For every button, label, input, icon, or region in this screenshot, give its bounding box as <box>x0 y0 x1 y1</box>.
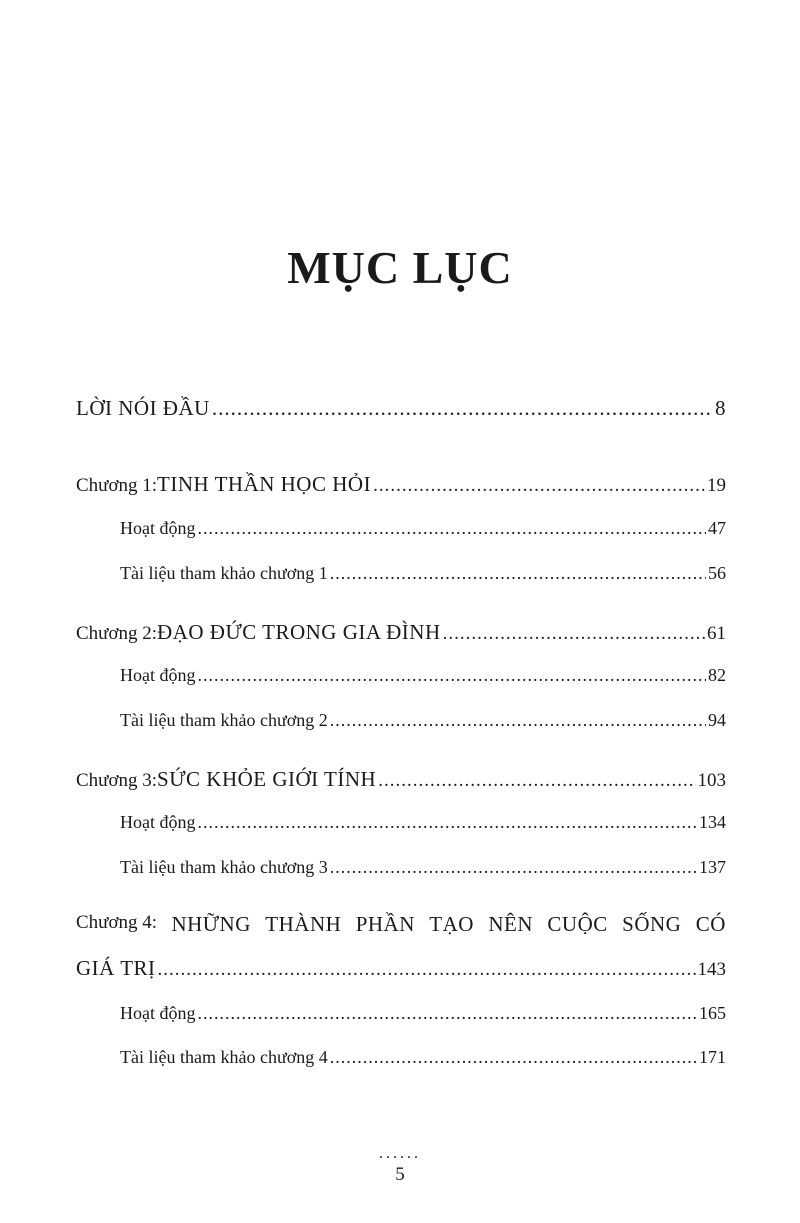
toc-entry-page: 137 <box>699 857 726 877</box>
chapter-title-word: NÊN <box>488 912 533 936</box>
toc-entry-label: Hoạt động <box>120 518 196 538</box>
chapter-title-word: THÀNH <box>265 912 342 936</box>
toc-entry-label: Tài liệu tham khảo chương 1 <box>120 563 328 583</box>
chapter-title-continued: GIÁ TRỊ <box>76 956 156 980</box>
toc-entry-label: Tài liệu tham khảo chương 2 <box>120 710 328 730</box>
chapter-prefix: Chương 1: <box>76 475 158 496</box>
page-title: MỤC LỤC <box>287 242 513 293</box>
toc-entry-page: 94 <box>708 710 726 730</box>
dot-leader <box>330 710 706 731</box>
toc-entry-chapter-3[interactable] <box>76 767 726 792</box>
toc-entry-chapter-4-references[interactable] <box>120 1047 726 1068</box>
toc-entry-chapter-4-line-1[interactable] <box>76 912 726 937</box>
chapter-prefix: Chương 2: <box>76 623 158 644</box>
toc-entry-page: 134 <box>699 812 726 832</box>
toc-entry-chapter-2-references[interactable] <box>120 710 726 731</box>
toc-entry-chapter-1-references[interactable] <box>120 563 726 584</box>
toc-entry-chapter-3-activity[interactable] <box>120 812 726 833</box>
toc-entry-page: 103 <box>697 770 726 791</box>
dot-leader <box>198 1003 698 1024</box>
toc-entry-chapter-2-activity[interactable] <box>120 665 726 686</box>
toc-entry-page: 171 <box>699 1047 726 1067</box>
toc-entry-chapter-2[interactable] <box>76 620 726 645</box>
page-number: 5 <box>395 1164 405 1185</box>
toc-entry-chapter-1[interactable] <box>76 472 726 497</box>
chapter-title: ĐẠO ĐỨC TRONG GIA ĐÌNH <box>157 620 441 644</box>
chapter-title-word: SỐNG <box>622 912 682 936</box>
dot-leader <box>373 475 705 497</box>
toc-entry-label: Tài liệu tham khảo chương 4 <box>120 1047 328 1067</box>
dot-leader <box>443 623 705 645</box>
toc-entry-label: Tài liệu tham khảo chương 3 <box>120 857 328 877</box>
chapter-title: SỨC KHỎE GIỚI TÍNH <box>157 767 377 791</box>
dot-leader <box>198 812 698 833</box>
dot-leader <box>212 396 713 421</box>
chapter-title-word: CUỘC <box>547 912 608 936</box>
toc-entry-label: Hoạt động <box>120 1003 196 1023</box>
toc-entry-page: 61 <box>707 623 726 644</box>
toc-entry-chapter-4-line-2[interactable] <box>76 956 726 981</box>
toc-entry-label: Hoạt động <box>120 812 196 832</box>
dot-leader <box>330 857 697 878</box>
chapter-title-word: NHỮNG <box>171 912 251 936</box>
toc-entry-page: 82 <box>708 665 726 685</box>
toc-entry-page: 143 <box>697 959 726 980</box>
dot-leader <box>330 1047 697 1068</box>
toc-entry-page: 47 <box>708 518 726 538</box>
footer-ornament: ...... <box>379 1145 421 1162</box>
chapter-prefix: Chương 3: <box>76 770 158 791</box>
dot-leader <box>198 518 707 539</box>
dot-leader <box>330 563 706 584</box>
toc-entry-label: LỜI NÓI ĐẦU <box>76 396 210 420</box>
toc-entry-chapter-1-activity[interactable] <box>120 518 726 539</box>
chapter-title-word: PHẦN <box>355 912 415 936</box>
toc-entry-page: 19 <box>707 475 726 496</box>
chapter-prefix: Chương 4: <box>76 912 158 933</box>
toc-entry-page: 165 <box>699 1003 726 1023</box>
chapter-title: TINH THẦN HỌC HỎI <box>157 472 372 496</box>
dot-leader <box>198 665 707 686</box>
toc-entry-chapter-4-activity[interactable] <box>120 1003 726 1024</box>
dot-leader <box>158 959 696 981</box>
toc-entry-preface[interactable] <box>76 396 726 421</box>
chapter-title-word: CÓ <box>695 912 726 936</box>
toc-entry-page: 8 <box>715 396 726 420</box>
toc-entry-page: 56 <box>708 563 726 583</box>
toc-entry-chapter-3-references[interactable] <box>120 857 726 878</box>
dot-leader <box>378 770 695 792</box>
chapter-title-word: TẠO <box>429 912 474 936</box>
toc-entry-label: Hoạt động <box>120 665 196 685</box>
